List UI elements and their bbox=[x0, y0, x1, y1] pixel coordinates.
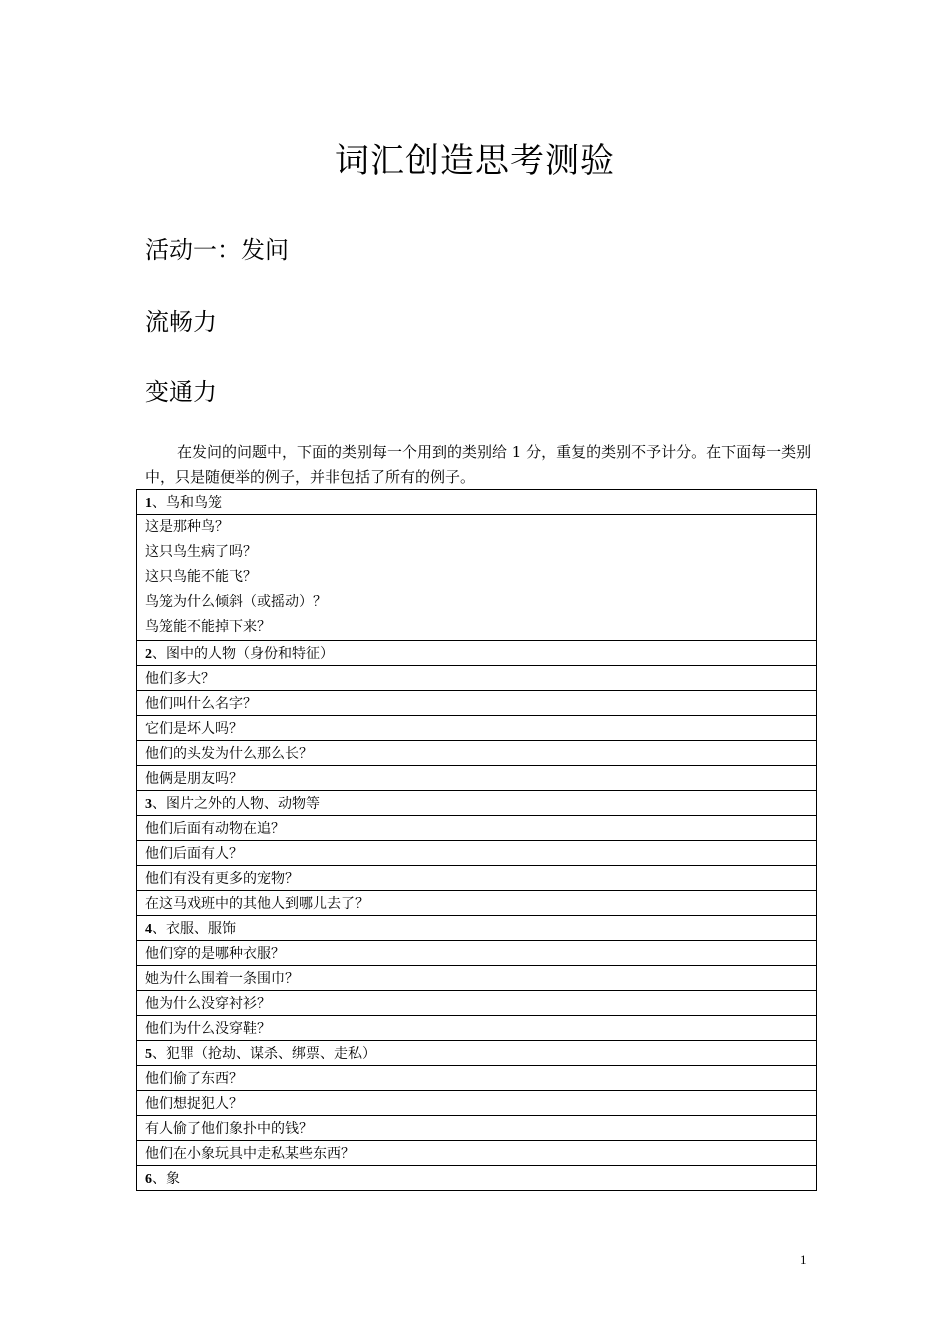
category-label: 、鸟和鸟笼 bbox=[152, 495, 222, 511]
example-group bbox=[137, 515, 817, 641]
category-label: 、衣服、服饰 bbox=[152, 921, 236, 937]
example-row: 有人偷了他们象扑中的钱？ bbox=[137, 1116, 817, 1141]
example-cell bbox=[137, 515, 817, 641]
category-number: 6 bbox=[145, 1172, 152, 1187]
example-row: 他们有没有更多的宠物？ bbox=[137, 866, 817, 891]
subheading-fluency: 流畅力 bbox=[145, 308, 217, 336]
activity-heading: 活动一：发问 bbox=[145, 236, 289, 264]
example-row: 他们穿的是哪种衣服？ bbox=[137, 941, 817, 966]
example-row: 他们后面有动物在追？ bbox=[137, 816, 817, 841]
intro-paragraph: 在发问的问题中，下面的类别每一个用到的类别给 1 分，重复的类别不予计分。在下面每一类别中，只是随便举的例子，并非包括了所有的例子。 bbox=[145, 443, 812, 486]
category-table bbox=[136, 489, 817, 1191]
category-heading bbox=[137, 641, 817, 666]
category-label: 、象 bbox=[152, 1171, 180, 1187]
category-number: 3 bbox=[145, 797, 152, 812]
category-row bbox=[137, 791, 817, 816]
category-heading bbox=[137, 791, 817, 816]
category-label: 、图中的人物（身份和特征） bbox=[152, 646, 334, 662]
example-row: 他们的头发为什么那么长？ bbox=[137, 741, 817, 766]
example-row: 她为什么围着一条围巾？ bbox=[137, 966, 817, 991]
category-row bbox=[137, 1041, 817, 1066]
example-row: 他们偷了东西？ bbox=[137, 1066, 817, 1091]
example-item: 鸟笼为什么倾斜（或摇动）？ bbox=[145, 594, 327, 610]
example-row: 他们后面有人？ bbox=[137, 841, 817, 866]
example-item: 鸟笼能不能掉下来？ bbox=[145, 619, 271, 635]
category-number: 2 bbox=[145, 647, 152, 662]
example-row: 他们为什么没穿鞋？ bbox=[137, 1016, 817, 1041]
subheading-flexibility: 变通力 bbox=[145, 378, 217, 406]
example-row: 在这马戏班中的其他人到哪儿去了？ bbox=[137, 891, 817, 916]
example-item: 这只鸟能不能飞？ bbox=[145, 569, 257, 585]
category-row bbox=[137, 490, 817, 515]
category-heading bbox=[137, 1041, 817, 1066]
category-row bbox=[137, 916, 817, 941]
example-row: 他们叫什么名字？ bbox=[137, 691, 817, 716]
example-row: 他为什么没穿衬衫？ bbox=[137, 991, 817, 1016]
page-number: 1 bbox=[800, 1252, 807, 1267]
category-label: 、犯罪（抢劫、谋杀、绑票、走私） bbox=[152, 1046, 376, 1062]
category-number: 1 bbox=[145, 496, 152, 511]
category-row bbox=[137, 641, 817, 666]
example-row: 它们是坏人吗？ bbox=[137, 716, 817, 741]
category-heading bbox=[137, 1166, 817, 1191]
example-row: 他俩是朋友吗？ bbox=[137, 766, 817, 791]
category-label: 、图片之外的人物、动物等 bbox=[152, 796, 320, 812]
example-row: 他们想捉犯人？ bbox=[137, 1091, 817, 1116]
category-row bbox=[137, 1166, 817, 1191]
page-title: 词汇创造思考测验 bbox=[335, 141, 615, 181]
category-heading bbox=[137, 490, 817, 515]
example-row: 他们在小象玩具中走私某些东西？ bbox=[137, 1141, 817, 1166]
category-number: 5 bbox=[145, 1047, 152, 1062]
category-heading bbox=[137, 916, 817, 941]
example-item: 这只鸟生病了吗？ bbox=[145, 544, 257, 560]
example-row: 他们多大？ bbox=[137, 666, 817, 691]
category-number: 4 bbox=[145, 922, 152, 937]
example-item: 这是那种鸟？ bbox=[145, 519, 229, 535]
